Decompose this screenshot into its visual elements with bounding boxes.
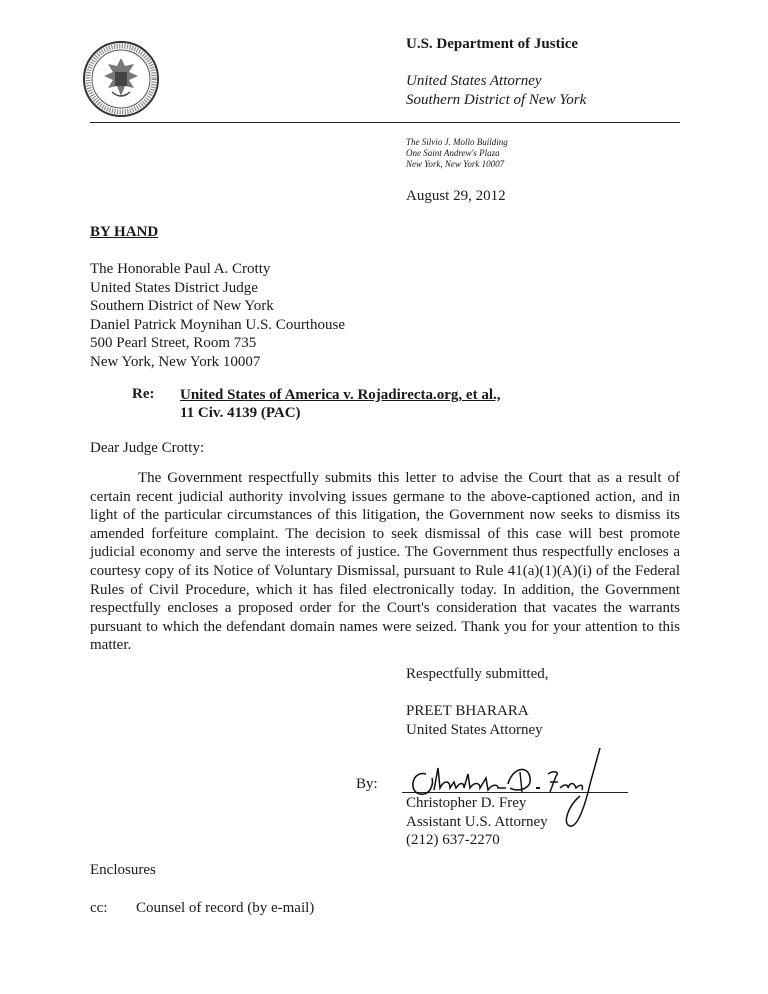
department-title: U.S. Department of Justice [406, 36, 579, 52]
cc-recipients: Counsel of record (by e-mail) [136, 900, 315, 916]
signer-name: PREET BHARARA [406, 703, 529, 719]
address-line-3: New York, New York 10007 [406, 159, 505, 169]
cc-label: cc: [90, 900, 108, 916]
recipient-line: United States District Judge [90, 279, 258, 296]
recipient-block [90, 260, 345, 371]
re-label: Re: [132, 386, 155, 402]
signer-block [406, 702, 543, 739]
letter-date: August 29, 2012 [406, 188, 506, 204]
signer-phone: (212) 637-2270 [406, 832, 500, 848]
closing: Respectfully submitted, [406, 666, 549, 682]
recipient-line: Southern District of New York [90, 298, 274, 314]
recipient-line: The Honorable Paul A. Crotty [90, 261, 271, 277]
body-paragraph: The Government respectfully submits this letter to advise the Court that as a result of certain recent judicial authority involving issues germane to the above-captioned action, and in light of the particular circumstances of this litigation, the Government now seeks to dismiss its amended forfeiture complaint. The decision to seek dismissal of this case will best promote judicial economy and serve the interests of justice. The Government thus respectfully encloses a courtesy copy of its Notice of Voluntary Dismissal, pursuant to Rule 41(a)(1)(A)(i) of the Federal Rules of Civil Procedure, which it has filed electronically today. In addition, the Government respectfully encloses a proposed order for the Court's consideration that vacates the warrants pursuant to which the defendant domain names were seized. Thank you for your attention to this matter. [90, 470, 680, 654]
delivery-method: BY HAND [90, 224, 159, 240]
office-line-1: United States Attorney [406, 73, 542, 89]
salutation: Dear Judge Crotty: [90, 440, 205, 456]
header-rule [90, 122, 680, 123]
signer-full-name: Christopher D. Frey [406, 795, 527, 811]
recipient-line: 500 Pearl Street, Room 735 [90, 335, 257, 351]
signer-title: United States Attorney [406, 721, 543, 738]
recipient-line: Daniel Patrick Moynihan U.S. Courthouse [90, 316, 345, 333]
office-line-2: Southern District of New York [406, 92, 587, 108]
enclosures-note: Enclosures [90, 862, 156, 878]
office-name [406, 72, 586, 110]
doj-seal-icon [82, 40, 160, 118]
address-line-1: The Silvio J. Mollo Building [406, 137, 508, 147]
case-title: United States of America v. Rojadirecta.org, et al., [180, 387, 501, 403]
signature-block [406, 794, 548, 850]
office-address [406, 137, 508, 170]
signer-position: Assistant U.S. Attorney [406, 813, 548, 830]
by-label: By: [356, 776, 378, 792]
recipient-line: New York, New York 10007 [90, 353, 261, 370]
re-subject [180, 386, 501, 422]
docket-number: 11 Civ. 4139 (PAC) [180, 405, 301, 421]
address-line-2: One Saint Andrew's Plaza [406, 148, 500, 158]
